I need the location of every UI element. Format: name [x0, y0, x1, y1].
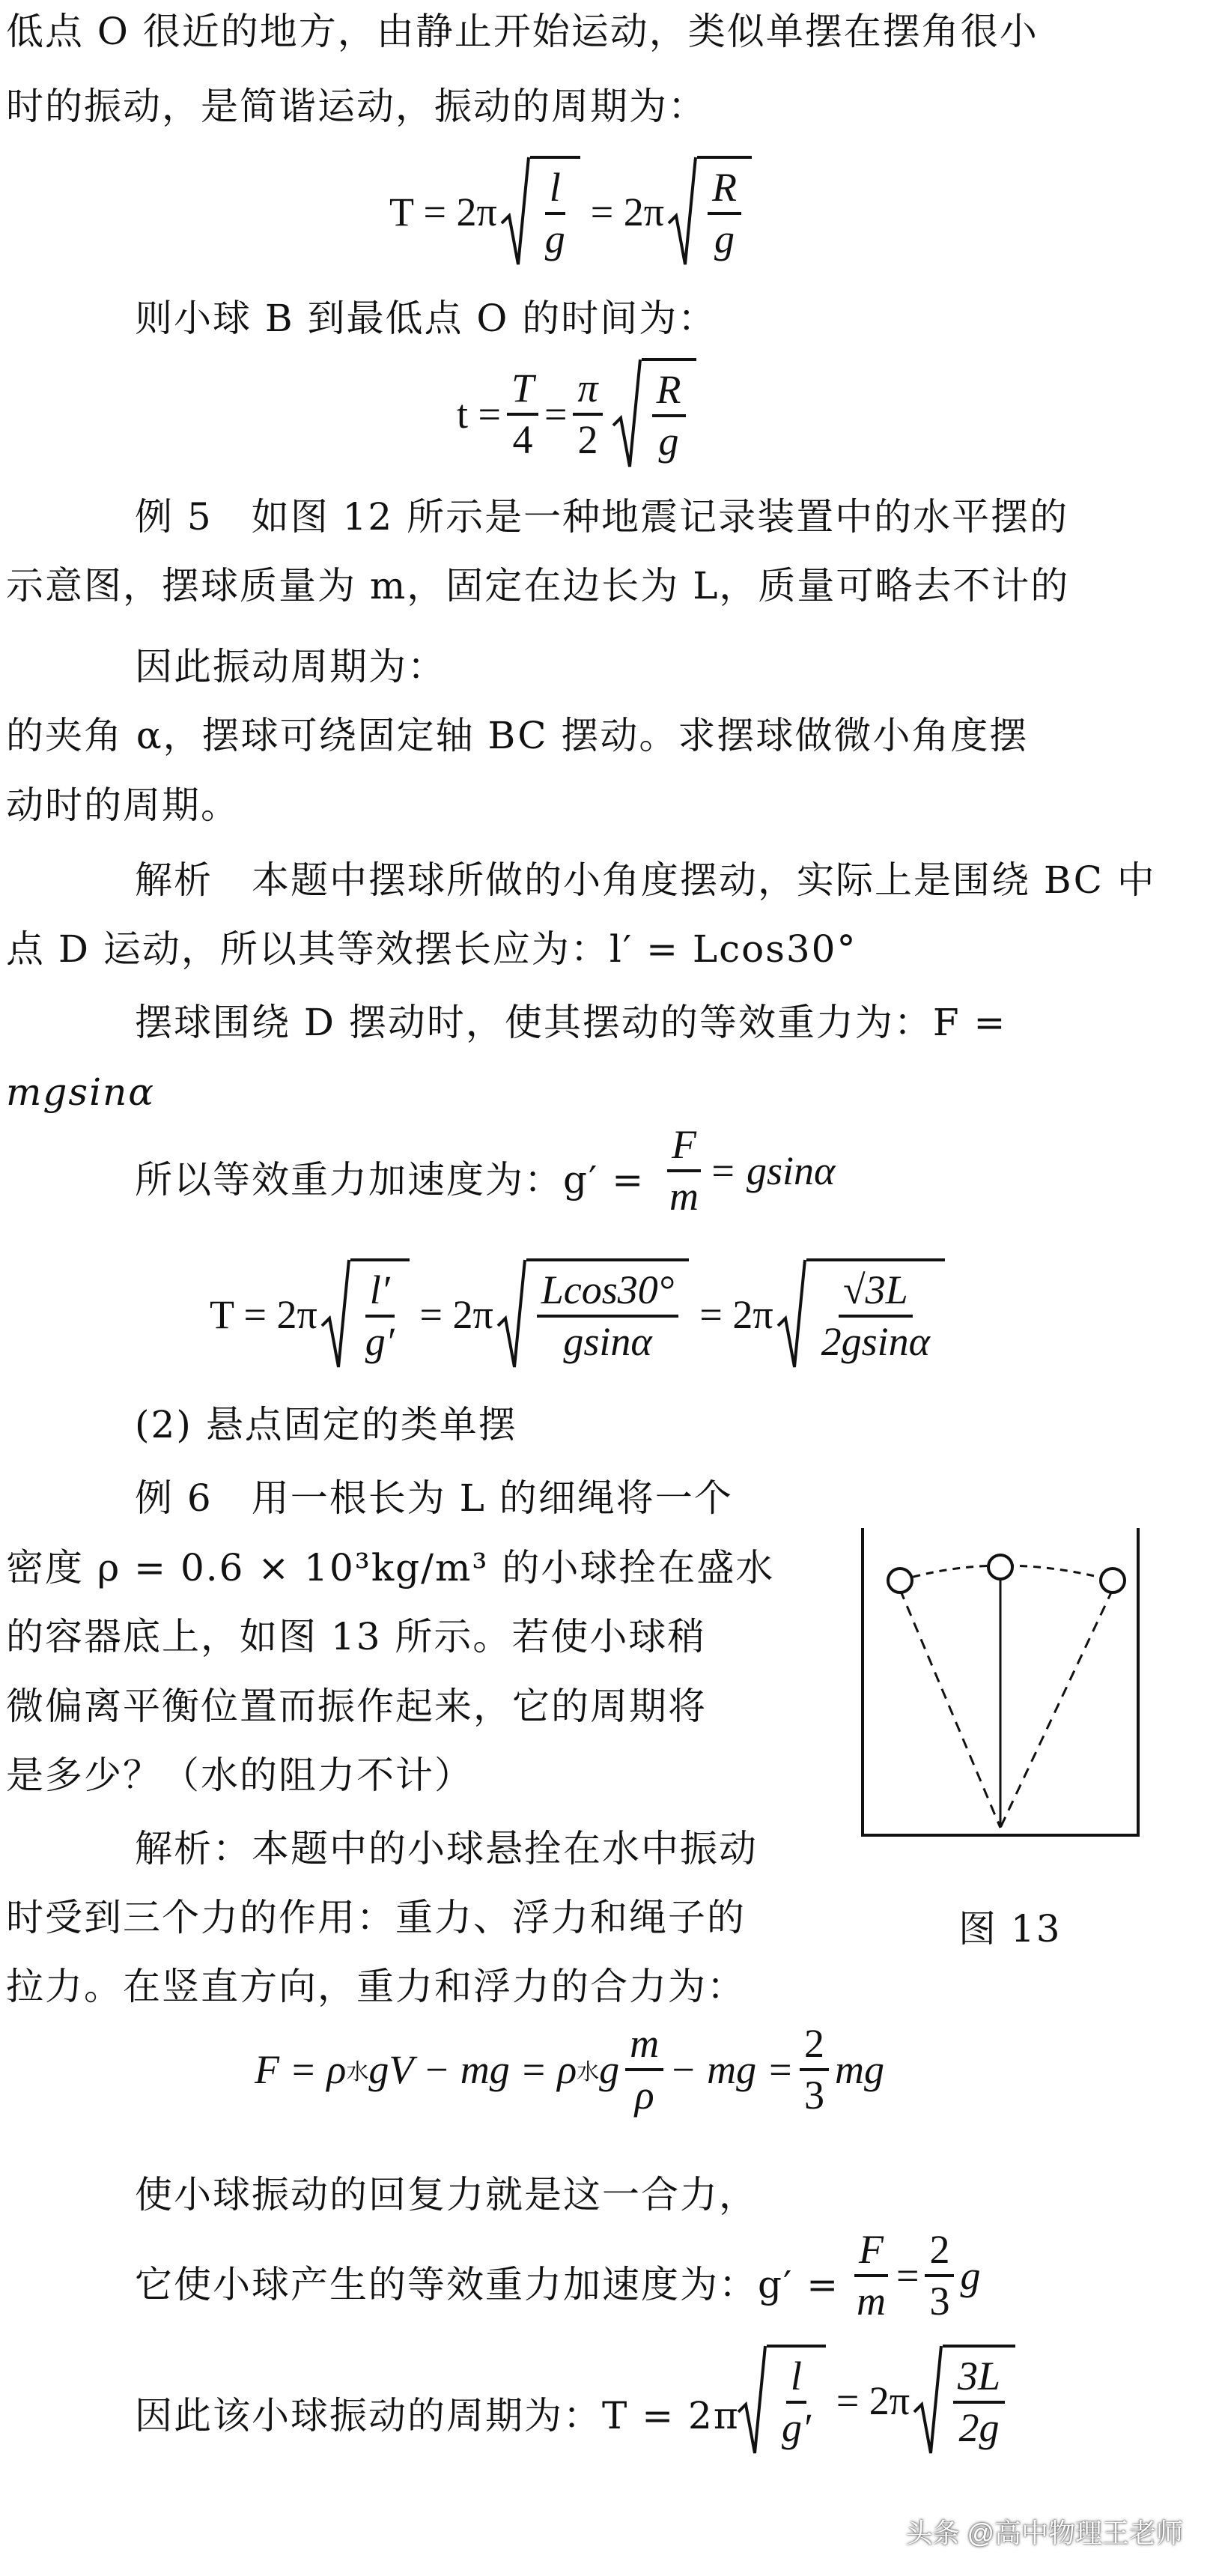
frac-num: Lcos30°	[537, 1269, 679, 1318]
text-line-1: 低点 O 很近的地方，由静止开始运动，类似单摆在摆角很小	[6, 10, 1039, 53]
eq-sign: = 2π	[590, 190, 664, 234]
subscript-water: 水	[346, 2059, 369, 2085]
eq-sign: = 2π	[419, 1292, 493, 1337]
sqrt	[496, 1258, 690, 1371]
eq-sign: = 2π	[836, 2378, 910, 2423]
text-line-16: 密度 ρ = 0.6 × 10³kg/m³ 的小球拴在盛水	[6, 1546, 775, 1589]
eq-sign: =	[544, 392, 568, 437]
text-line-3: 则小球 B 到最低点 O 的时间为：	[135, 297, 717, 340]
sqrt	[500, 156, 580, 268]
frac-den: 2gsinα	[821, 1319, 930, 1364]
equation-g-prime-2	[846, 2228, 980, 2322]
frac-den: 2	[577, 417, 598, 462]
frac-den: g	[658, 419, 679, 464]
eq-part: g	[960, 2252, 981, 2298]
text-line-13: 所以等效重力加速度为：g′ =	[135, 1158, 645, 1201]
text-line-25: 因此该小球振动的周期为：T = 2π	[135, 2394, 740, 2437]
text-line-12: mgsinα	[6, 1070, 156, 1114]
equation-period-2	[210, 1258, 945, 1371]
equation-net-force	[255, 2022, 884, 2116]
text-line-20: 解析：本题中的小球悬拴在水中振动	[135, 1827, 758, 1870]
text-line-2: 时的振动，是简谐运动，振动的周期为：	[6, 85, 707, 128]
eq-part: F = ρ	[255, 2046, 347, 2092]
text-line-18: 微偏离平衡位置而振作起来，它的周期将	[6, 1685, 707, 1728]
text-line-23: 使小球振动的回复力就是这一合力，	[135, 2173, 758, 2216]
frac-num: T	[507, 367, 538, 416]
frac-den: 2g	[958, 2405, 1000, 2450]
frac-den: gsinα	[563, 1319, 652, 1364]
container-diagram	[854, 1528, 1153, 1850]
frac-num: √3L	[839, 1269, 913, 1318]
text-line-21: 时受到三个力的作用：重力、浮力和绳子的	[6, 1896, 746, 1939]
section-heading: (2) 悬点固定的类单摆	[135, 1403, 517, 1446]
text-line-15: 例 6 用一根长为 L 的细绳将一个	[135, 1476, 733, 1520]
eq-lhs: T = 2π	[389, 190, 497, 234]
frac-den: m	[857, 2278, 886, 2324]
text-line-9: 解析 本题中摆球所做的小角度摆动，实际上是围绕 BC 中	[135, 858, 1156, 902]
watermark: 头条 @高中物理王老师	[905, 2518, 1183, 2548]
frac-num: 2	[800, 2022, 829, 2071]
frac-den: 3	[929, 2278, 950, 2324]
eq-sign: = 2π	[699, 1292, 773, 1337]
text-line-7: 的夹角 α，摆球可绕固定轴 BC 摆动。求摆球做微小角度摆	[6, 714, 1029, 757]
frac-den: g	[544, 216, 565, 261]
text-line-24: 它使小球产生的等效重力加速度为：g′ =	[135, 2263, 840, 2306]
sqrt	[320, 1258, 410, 1371]
frac-num: 2	[925, 2228, 954, 2277]
frac-den: 4	[512, 417, 533, 462]
eq-part: mg	[835, 2046, 885, 2092]
sqrt	[737, 2345, 826, 2457]
sqrt	[667, 156, 752, 268]
eq-lhs: T = 2π	[210, 1292, 317, 1337]
frac-num: 3L	[953, 2355, 1005, 2404]
eq-part: g	[599, 2046, 620, 2092]
frac-den: ρ	[634, 2072, 654, 2118]
text-line-22: 拉力。在竖直方向，重力和浮力的合力为：	[6, 1965, 746, 2008]
frac-num: F	[667, 1124, 701, 1172]
frac-den: 3	[804, 2072, 825, 2118]
sqrt	[776, 1258, 945, 1371]
frac-num: π	[573, 367, 602, 416]
text-line-11: 摆球围绕 D 摆动时，使其摆动的等效重力为：F =	[135, 1001, 1007, 1044]
frac-den: g′	[782, 2405, 811, 2450]
equation-period-3	[734, 2345, 1015, 2457]
frac-num: R	[652, 369, 686, 417]
eq-part: − mg =	[669, 2046, 794, 2092]
frac-num: F	[854, 2228, 888, 2277]
frac-num: l	[786, 2355, 806, 2404]
text-line-10: 点 D 运动，所以其等效摆长应为：l′ = Lcos30°	[6, 927, 857, 971]
text-line-17: 的容器底上，如图 13 所示。若使小球稍	[6, 1615, 707, 1658]
subscript-water: 水	[577, 2059, 600, 2085]
frac-num: l′	[365, 1269, 395, 1318]
eq-lhs: t =	[457, 392, 501, 437]
text-line-5: 示意图，摆球质量为 m，固定在边长为 L，质量可略去不计的	[6, 564, 1070, 607]
text-line-6: 因此振动周期为：	[135, 645, 446, 688]
eq-sign: =	[896, 2252, 919, 2298]
sqrt	[612, 358, 696, 470]
frac-num: R	[708, 166, 741, 215]
equation-time	[457, 358, 696, 470]
eq-rhs: = gsinα	[709, 1148, 836, 1193]
equation-period-1	[389, 156, 752, 268]
frac-den: m	[669, 1173, 699, 1219]
eq-part: gV − mg = ρ	[368, 2046, 577, 2092]
equation-g-prime	[659, 1124, 835, 1217]
text-line-8: 动时的周期。	[6, 784, 240, 827]
text-line-4: 例 5 如图 12 所示是一种地震记录装置中的水平摆的	[135, 495, 1069, 539]
sqrt	[913, 2345, 1015, 2457]
text-line-19: 是多少？（水的阻力不计）	[6, 1754, 473, 1797]
figure-caption: 图 13	[958, 1907, 1062, 1951]
frac-den: g′	[365, 1319, 395, 1364]
frac-num: l	[545, 166, 565, 215]
figure-13	[854, 1528, 1153, 1853]
frac-num: m	[625, 2022, 663, 2071]
frac-den: g	[714, 216, 735, 261]
